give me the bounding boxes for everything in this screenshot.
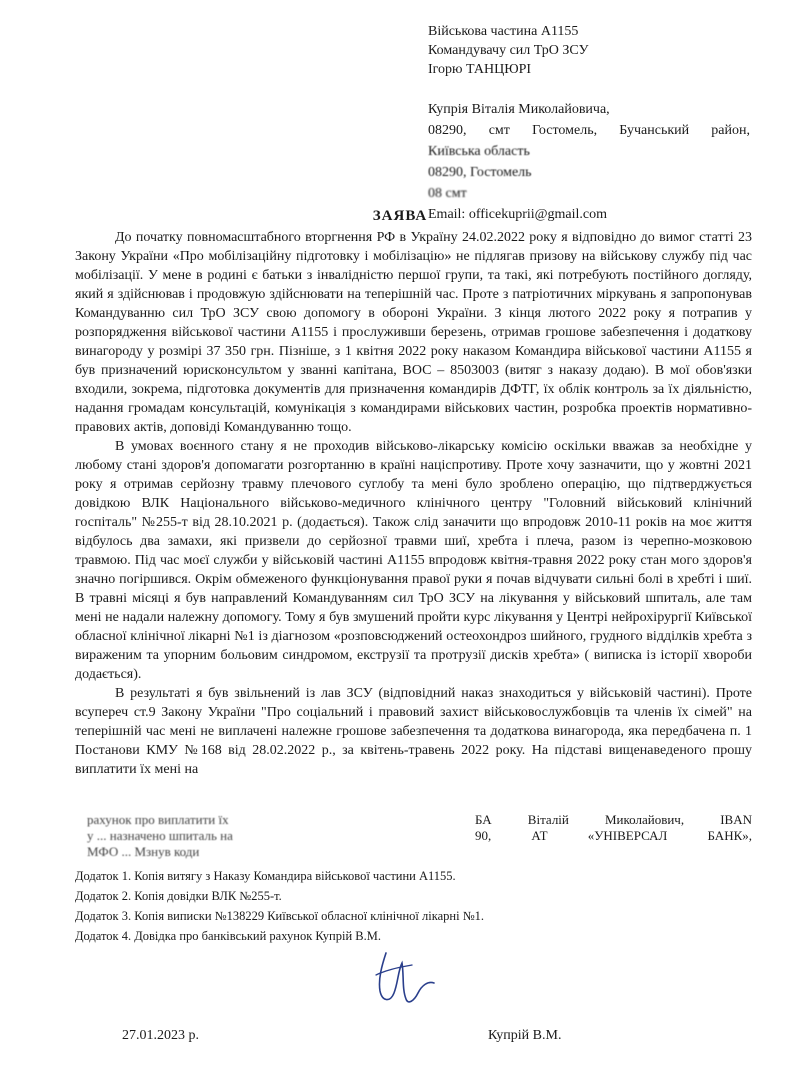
- annex-item: Додаток 3. Копія виписки №138229 Київської обласної клінічної лікарні №1.: [75, 909, 484, 923]
- bank-details-obscured: [87, 812, 377, 860]
- bank-line-2: у ... назначено шпиталь на: [87, 828, 233, 843]
- document-date: 27.01.2023 р.: [122, 1028, 199, 1043]
- sender-address: 08290, смт Гостомель, Бучанський район,: [428, 123, 750, 138]
- bank-name-line: 90, АТ «УНІВЕРСАЛ БАНК»,: [475, 828, 752, 843]
- annex-list: [75, 866, 752, 946]
- sender-region: Київська область: [428, 144, 530, 159]
- sender-block: [428, 99, 750, 225]
- bank-details-right: [475, 812, 752, 844]
- recipient-block: [428, 22, 589, 79]
- sender-email: Email: officekuprii@gmail.com: [428, 207, 608, 222]
- sender-address-2: 08290, Гостомель: [428, 165, 532, 180]
- annex-item: Додаток 4. Довідка про банківський рахунок Купрій В.М.: [75, 929, 381, 943]
- paragraph-3: В результаті я був звільнений із лав ЗСУ (відповідний наказ знаходиться у військовій частині). Проте всупереч ст.9 Закону України "Про соціальний і правовий захист військовослужбовців та членів їх сімей" на теперішній час мені не виплачені належне грошове забезпечення та додаткова винагорода, яка передбачена п. 1 Постанови КМУ №168 від 28.02.2022 р., за квітень-травень 2022 року. На підставі вищенаведеного прошу виплатити їх мені на: [75, 686, 752, 777]
- document-body: [75, 228, 752, 779]
- recipient-name: Ігорю ТАНЦЮРІ: [428, 62, 532, 77]
- sender-address-3: 08 смт: [428, 186, 467, 201]
- paragraph-2: В умовах воєнного стану я не проходив військово-лікарську комісію оскільки вважав за необхідне у любому стані здоров'я допомагати розгортанню в країні націспротиву. Проте хочу зазначити, що у жовтні 2021 року я отримав серйозну травму плечового суглобу та мені було зроблено операцію, що підтверджується довідкою ВЛК Національного військово-медичного клінічного центру "Головний військовий клінічний госпіталь" №255-т від 28.10.2021 р. (додається). Також слід заначити що впродовж 2010-11 років на моє життя відбулось два замахи, які призвели до серйозної травми шиї, хребта і плеча, разом із черепно-мозковою травмою. Під час моєї служби у військовій частині А1155 впродовж квітня-травня 2022 року стан мого здоров'я значно погіршився. Окрім обмеженого функціонування правої руки я почав відчувати сильні болі в хребті і шиї. В травні місяці я був направлений Командуванням сил ТрО ЗСУ на лікування у військовий шпиталь, але там мені не надали належну допомогу. Тому я був змушений пройти курс лікування у Центрі нейрохірургії Київської обласної клінічної лікарні №1 із діагнозом «розповсюджений остеохондроз шийного, грудного відділків хребта з вираженим та упорним больовим синдромом, екструзії та протрузії дисків хребта» ( виписка із історії хвороби додається).: [75, 439, 752, 682]
- annex-item: Додаток 1. Копія витягу з Наказу Командира військової частини А1155.: [75, 869, 456, 883]
- bank-line-3: МФО ... Мзнув коди: [87, 844, 200, 859]
- sender-name: Купрія Віталія Миколайовича,: [428, 102, 610, 117]
- paragraph-1: До початку повномасштабного вторгнення РФ в Україну 24.02.2022 року я відповідно до вимог статті 23 Закону України «Про мобілізаційну підготовку і мобілізацію» не підлягав призову на військову службу під час мобілізації. У мене в родині є батьки з інвалідністю першої групи, та такі, які потребують постійного догляду, який я здійснював і продовжую здійснювати на теперішній час. Проте з патріотичних міркувань я запропонував Командуванню сил ТрО ЗСУ свою допомогу в обороні України. З кінця лютого 2022 року я потрапив у розпорядження військової частини А1155 і прослуживши березень, отримав грошове забезпечення і додаткову винагороду у розмірі 37 350 грн. Пізніше, з 1 квітня 2022 року наказом Командира військової частини А1155 я був призначений юрисконсультом у званні капітана, ВОС – 8503003 (витяг з наказу додаю). В мої обов'язки входили, зокрема, підготовка документів для призначення командирів ДФТГ, їх облік контроль за їх діяльністю, надання громадам консультацій, комунікація з командирами військових частин, розробка проектів нормативно-правових актів, доповіді Командуванню тощо.: [75, 230, 752, 435]
- bank-line-1: рахунок про виплатити їх: [87, 812, 229, 827]
- recipient-position: Командувачу сил ТрО ЗСУ: [428, 43, 589, 58]
- signatory-name: Купрій В.М.: [488, 1028, 562, 1043]
- document-title: ЗАЯВА: [372, 208, 428, 224]
- recipient-unit: Військова частина А1155: [428, 24, 579, 39]
- bank-iban-line: БА Віталій Миколайович, IBAN: [475, 812, 752, 827]
- annex-item: Додаток 2. Копія довідки ВЛК №255-т.: [75, 889, 282, 903]
- handwritten-signature: [368, 945, 448, 1015]
